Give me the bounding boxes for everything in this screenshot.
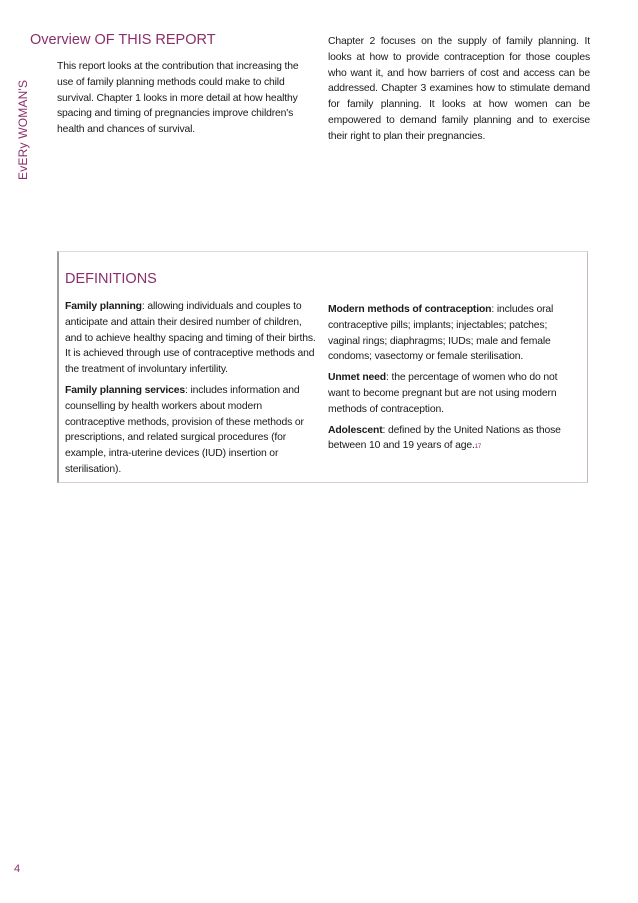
definition-text: allowing individuals and couples to anticipate and attain their desired number of children, and to achieve healthy spacing and timing of their births. It is achieved through use of contraceptive methods and the treatment of involuntary infertility. bbox=[65, 301, 316, 376]
definition-family-planning bbox=[65, 299, 318, 378]
definition-family-planning-services bbox=[65, 383, 318, 478]
definition-text: defined by the United Nations as those between 10 and 19 years of age. bbox=[328, 424, 561, 452]
definition-term: Adolescent bbox=[328, 424, 383, 436]
definitions-right-column bbox=[328, 302, 580, 461]
overview-chapters-text: Chapter 2 focuses on the supply of family planning. It looks at how to provide contraception for those couples who want it, and how barriers of cost and access can be addressed. Chapter 3 examines how to stimulate demand for family planning. It looks at how women can be empowered to demand family planning and to exercise their right to plan their pregnancies. bbox=[328, 36, 590, 142]
definition-separator: : bbox=[382, 424, 388, 436]
footnote-reference: 17 bbox=[474, 444, 482, 451]
definition-term: Unmet need bbox=[328, 372, 386, 384]
overview-intro-text: This report looks at the contribution that increasing the use of family planning methods could make to child survival. Chapter 1 looks in more detail at how healthy spacing and timing of pregnancies improve children's health and chances of survival. bbox=[57, 61, 299, 136]
side-section-label: EvERy WOMAN'S bbox=[16, 79, 30, 180]
definition-separator: : bbox=[385, 372, 392, 384]
definitions-left-column bbox=[65, 299, 318, 483]
definition-text: the percentage of women who do not want to become pregnant but are not using modern methods of contraception. bbox=[328, 372, 558, 415]
definition-unmet-need bbox=[328, 370, 580, 417]
definition-modern-methods bbox=[328, 302, 580, 365]
definition-term: Family planning bbox=[65, 301, 142, 312]
definition-term: Modern methods of contraception bbox=[328, 304, 492, 315]
overview-title: Overview OF THIS REPORT bbox=[30, 32, 216, 48]
definition-term: Family planning services bbox=[65, 384, 185, 396]
definition-text: includes oral contraceptive pills; implants; injectables; patches; vaginal rings; diaphragms; IUDs; male and female condoms; vasectomy or female sterilisation. bbox=[328, 304, 554, 363]
definitions-title: DEFINITIONS bbox=[65, 271, 157, 287]
definition-text: includes information and counselling by health workers about modern contraceptive methods, provision of these methods or prescriptions, and related surgical procedures (for example, intra-uterine devices (IUD) insertion or sterilisation). bbox=[65, 384, 304, 475]
definition-separator: : bbox=[184, 384, 191, 396]
definition-adolescent bbox=[328, 423, 580, 457]
definition-separator: : bbox=[141, 301, 148, 312]
page-number: 4 bbox=[14, 863, 21, 875]
definition-separator: : bbox=[491, 304, 497, 315]
